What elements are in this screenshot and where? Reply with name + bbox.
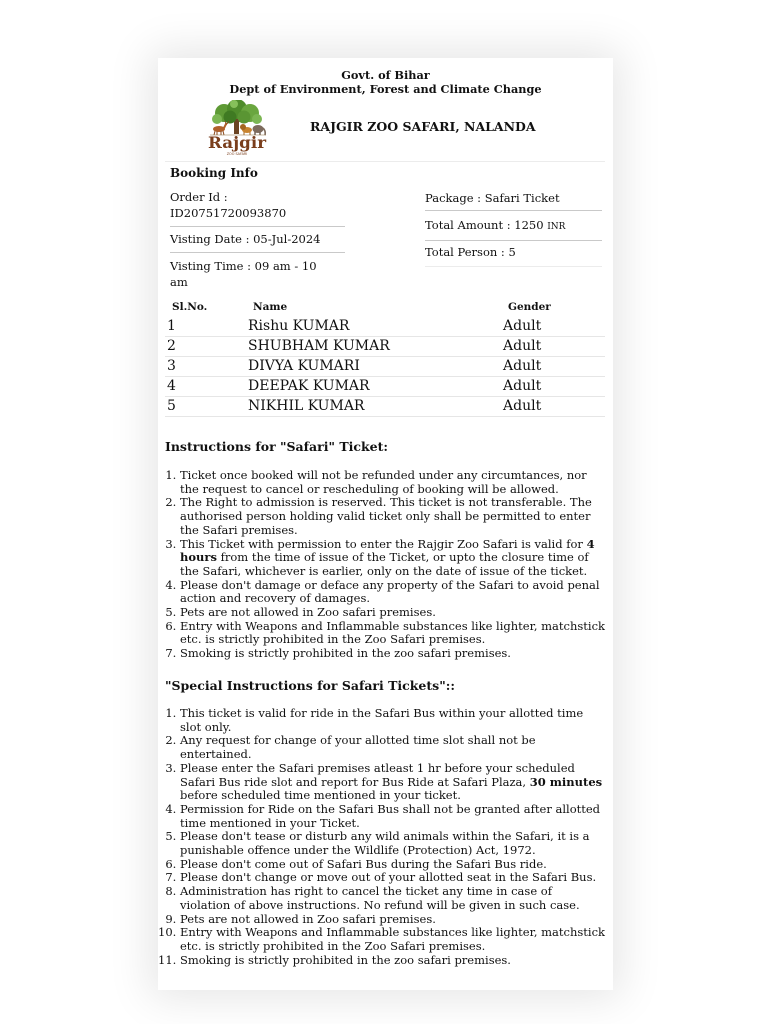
instruction-item — [180, 647, 605, 661]
total-amount-label: Total Amount : — [425, 218, 511, 232]
special-instruction-item — [180, 913, 605, 927]
table-header-row — [165, 297, 605, 317]
special-instruction-item — [180, 871, 605, 885]
total-amount-value: 1250 — [514, 218, 544, 232]
instruction-text: Smoking is strictly prohibited in the zoo safari premises. — [180, 952, 511, 967]
instruction-item — [180, 579, 605, 606]
instruction-text: Please don't come out of Safari Bus during the Safari Bus ride. — [180, 856, 547, 871]
instruction-text: before scheduled time mentioned in your ticket. — [180, 788, 461, 803]
visit-date-value: 05-Jul-2024 — [253, 232, 321, 246]
instruction-text: Please don't change or move out of your allotted seat in the Safari Bus. — [180, 870, 597, 885]
special-instruction-item — [180, 803, 605, 830]
visitor-sl-no: 1 — [167, 318, 176, 334]
column-header-gender: Gender — [508, 301, 551, 313]
instruction-text: Pets are not allowed in Zoo safari premises. — [180, 911, 436, 926]
special-instruction-item — [180, 707, 605, 734]
visitor-name: NIKHIL KUMAR — [248, 398, 365, 414]
visitor-sl-no: 2 — [167, 338, 176, 354]
instruction-text: from the time of issue of the Ticket, or upto the closure time of the Safari, whichever is earlier, only on the date of issue of the ticket. — [180, 550, 589, 578]
instruction-text: Please don't tease or disturb any wild animals within the Safari, it is a punishable offence under the Wildlife (Protection) Act, 1972. — [180, 829, 590, 858]
instructions-heading: Instructions for "Safari" Ticket: — [165, 439, 388, 454]
visitor-name: DEEPAK KUMAR — [248, 378, 370, 394]
page-title: RAJGIR ZOO SAFARI, NALANDA — [310, 119, 536, 134]
instruction-text: The Right to admission is reserved. This ticket is not transferable. The authorised person holding valid ticket only shall be permitted to enter the Safari premises. — [180, 495, 592, 537]
package-label: Package : — [425, 191, 482, 205]
visit-time-field — [170, 258, 345, 290]
visit-time-value: 09 am - 10 am — [170, 259, 317, 289]
table-row — [165, 397, 605, 417]
visitor-name: DIVYA KUMARI — [248, 358, 360, 374]
govt-line: Govt. of Bihar — [341, 68, 430, 82]
table-row — [165, 317, 605, 337]
zoo-logo-graphic — [204, 100, 270, 160]
instruction-text: Please don't damage or deface any property of the Safari to avoid penal action and recovery of damages. — [180, 577, 600, 606]
special-instruction-item — [180, 858, 605, 872]
column-header-sl-no: Sl.No. — [172, 301, 208, 313]
instruction-text: This ticket is valid for ride in the Safari Bus within your allotted time slot only. — [180, 706, 584, 734]
instruction-text: Please enter the Safari premises atleast 1 hr before your scheduled Safari Bus ride slot and report for Bus Ride at Safari Plaza, — [180, 760, 575, 789]
instruction-text: Smoking is strictly prohibited in the zoo safari premises. — [180, 646, 511, 661]
total-person-field — [425, 244, 602, 267]
booking-info-heading: Booking Info — [170, 166, 258, 180]
table-row — [165, 337, 605, 357]
total-person-label: Total Person : — [425, 245, 505, 259]
visitor-sl-no: 5 — [167, 398, 176, 414]
special-instruction-item — [180, 885, 605, 912]
instruction-text: Entry with Weapons and Inflammable substances like lighter, matchstick etc. is strictly prohibited in the Zoo Safari premises. — [180, 925, 605, 953]
visit-time-label: Visting Time : — [170, 259, 251, 273]
column-header-name: Name — [253, 301, 288, 313]
table-row — [165, 377, 605, 397]
visitor-name: Rishu KUMAR — [248, 318, 350, 334]
visitor-gender: Adult — [503, 378, 542, 394]
special-instruction-item — [180, 954, 605, 968]
visitors-table — [165, 297, 605, 417]
instructions-list — [165, 469, 605, 661]
instruction-text: Any request for change of your allotted time slot shall not be entertained. — [180, 733, 536, 762]
logo-wordmark: Rajgir — [208, 133, 267, 152]
special-instruction-item — [180, 830, 605, 857]
special-instruction-item — [180, 762, 605, 803]
visitor-gender: Adult — [503, 398, 542, 414]
header-divider — [165, 161, 605, 162]
instruction-text: This Ticket with permission to enter the Rajgir Zoo Safari is valid for — [180, 536, 587, 551]
logo-tagline: ZOO SAFARI — [226, 152, 248, 156]
instruction-item — [180, 469, 605, 496]
visitor-gender: Adult — [503, 338, 542, 354]
instruction-item — [180, 620, 605, 647]
instruction-text: Administration has right to cancel the ticket any time in case of violation of above instructions. No refund will be given in such case. — [180, 884, 580, 912]
total-amount-field — [425, 217, 602, 241]
zoo-logo — [204, 100, 270, 160]
instruction-item — [180, 496, 605, 537]
visitor-gender: Adult — [503, 318, 542, 334]
instruction-emphasis: 30 minutes — [529, 774, 603, 789]
special-instructions-heading: "Special Instructions for Safari Tickets":: — [165, 678, 455, 693]
instruction-text: Pets are not allowed in Zoo safari premises. — [180, 605, 436, 620]
visit-date-label: Visting Date : — [170, 232, 250, 246]
visitor-sl-no: 4 — [167, 378, 176, 394]
instruction-item — [180, 538, 605, 579]
instruction-item — [180, 606, 605, 620]
total-person-value: 5 — [508, 245, 516, 259]
table-row — [165, 357, 605, 377]
special-instructions-list — [165, 707, 605, 967]
order-id-value: ID20751720093870 — [170, 206, 287, 220]
special-instruction-item — [180, 734, 605, 761]
instruction-emphasis: 4 hours — [180, 536, 595, 565]
package-value: Safari Ticket — [484, 191, 560, 205]
ticket-card — [158, 58, 613, 990]
visitor-sl-no: 3 — [167, 358, 176, 374]
currency-label: INR — [547, 222, 566, 232]
visitor-name: SHUBHAM KUMAR — [248, 338, 390, 354]
order-id-label: Order Id : — [170, 190, 228, 204]
department-line: Dept of Environment, Forest and Climate Change — [229, 82, 542, 96]
instruction-text: Ticket once booked will not be refunded under any circumtances, nor the request to cancel or rescheduling of booking will be allowed. — [180, 468, 587, 496]
visit-date-field — [170, 231, 345, 253]
instruction-text: Entry with Weapons and Inflammable substances like lighter, matchstick etc. is strictly prohibited in the Zoo Safari premises. — [180, 618, 605, 647]
special-instruction-item — [180, 926, 605, 953]
visitor-gender: Adult — [503, 358, 542, 374]
order-id-field — [170, 189, 345, 227]
package-field — [425, 190, 602, 211]
instruction-text: Permission for Ride on the Safari Bus shall not be granted after allotted time mentioned in your Ticket. — [180, 801, 601, 830]
